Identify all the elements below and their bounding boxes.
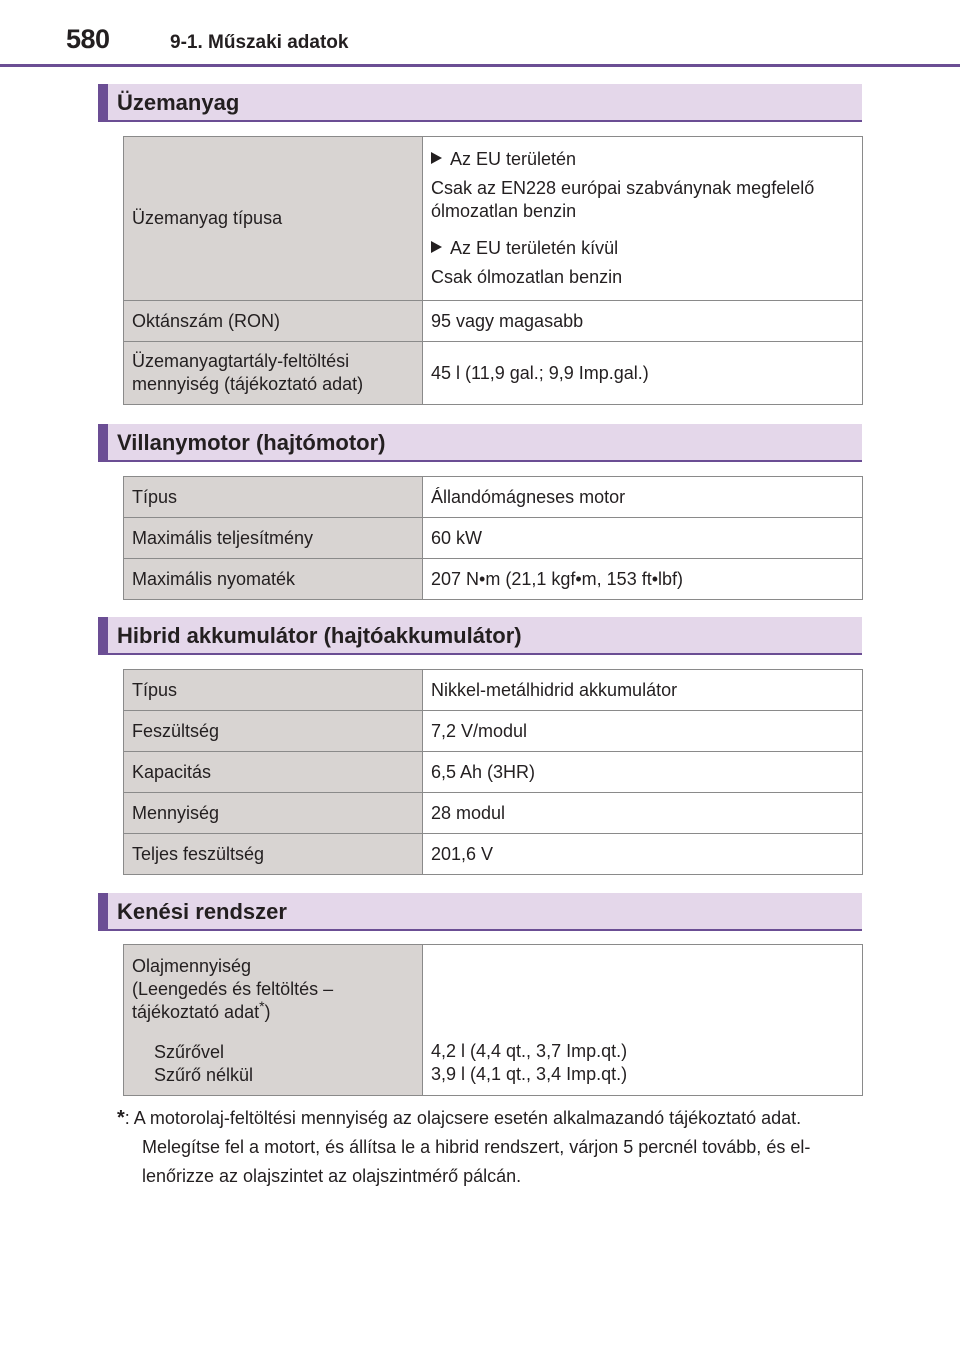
oil-capacity-note-line2: tájékoztató adat: [132, 1002, 260, 1022]
octane-label: Oktánszám (RON): [124, 301, 423, 342]
fuel-type-label: Üzemanyag típusa: [124, 137, 423, 301]
footnote-marker: *: [117, 1107, 125, 1129]
table-row: [124, 670, 863, 711]
motor-spec-table: [123, 476, 863, 600]
footnote: [117, 1104, 862, 1191]
page-number: 580: [66, 24, 110, 54]
table-row: [124, 518, 863, 559]
fuel-eu-heading: Az EU területén: [450, 149, 577, 169]
without-filter-value: 3,9 l (4,1 qt., 3,4 Imp.qt.): [431, 1064, 628, 1084]
voltage-value: 7,2 V/modul: [423, 711, 863, 752]
max-torque-label: Maximális nyomaték: [124, 559, 423, 600]
table-row: [124, 301, 863, 342]
triangle-bullet-icon: [431, 241, 442, 253]
section-title-fuel: Üzemanyag: [117, 90, 240, 115]
capacity-value: 6,5 Ah (3HR): [423, 752, 863, 793]
total-voltage-value: 201,6 V: [423, 834, 863, 875]
fuel-non-eu-heading: Az EU területén kívül: [450, 238, 619, 258]
total-voltage-label: Teljes feszültség: [124, 834, 423, 875]
table-row: [124, 342, 863, 405]
fuel-type-value: [423, 137, 863, 301]
table-row: [124, 834, 863, 875]
with-filter-label: Szűrővel: [154, 1042, 225, 1062]
lubrication-spec-table: [123, 944, 863, 1096]
capacity-label: Kapacitás: [124, 752, 423, 793]
table-row: [124, 752, 863, 793]
max-power-label: Maximális teljesítmény: [124, 518, 423, 559]
with-filter-value: 4,2 l (4,4 qt., 3,7 Imp.qt.): [431, 1041, 628, 1061]
header-divider: [0, 64, 960, 67]
table-row: [124, 945, 863, 1096]
motor-type-value: Állandómágneses motor: [423, 477, 863, 518]
voltage-label: Feszültség: [124, 711, 423, 752]
quantity-value: 28 modul: [423, 793, 863, 834]
tank-capacity-value: 45 l (11,9 gal.; 9,9 Imp.gal.): [423, 342, 863, 405]
footnote-line2: Melegítse fel a motort, és állítsa le a hibrid rendszert, várjon 5 percnél tovább, és el-: [142, 1137, 811, 1157]
section-heading-lubrication: [98, 893, 862, 931]
section-heading-fuel: [98, 84, 862, 122]
triangle-bullet-icon: [431, 152, 442, 164]
table-row: [124, 477, 863, 518]
section-title-motor: Villanymotor (hajtómotor): [117, 430, 386, 455]
motor-type-label: Típus: [124, 477, 423, 518]
quantity-label: Mennyiség: [124, 793, 423, 834]
section-title-battery: Hibrid akkumulátor (hajtóakkumulátor): [117, 623, 522, 648]
tank-capacity-label: Üzemanyagtartály-feltöltési mennyiség (tájékoztató adat): [124, 342, 423, 405]
table-row: [124, 559, 863, 600]
max-power-value: 60 kW: [423, 518, 863, 559]
oil-capacity-label: [124, 945, 423, 1096]
table-row: [124, 711, 863, 752]
battery-type-label: Típus: [124, 670, 423, 711]
page-header: [0, 0, 960, 68]
without-filter-label: Szűrő nélkül: [154, 1065, 254, 1085]
footnote-line1: : A motorolaj-feltöltési mennyiség az olajcsere esetén alkalmazandó tájékoztató adat.: [124, 1108, 802, 1128]
fuel-spec-table: [123, 136, 863, 405]
octane-value: 95 vagy magasabb: [423, 301, 863, 342]
chapter-title: 9-1. Műszaki adatok: [170, 32, 349, 53]
battery-type-value: Nikkel-metálhidrid akkumulátor: [423, 670, 863, 711]
fuel-non-eu-text: Csak ólmozatlan benzin: [431, 267, 623, 287]
oil-capacity-title: Olajmennyiség: [132, 956, 252, 976]
table-row: [124, 137, 863, 301]
battery-spec-table: [123, 669, 863, 875]
max-torque-value: 207 N•m (21,1 kgf•m, 153 ft•lbf): [423, 559, 863, 600]
section-title-lubrication: Kenési rendszer: [117, 899, 287, 924]
oil-capacity-value: [423, 945, 863, 1096]
section-heading-battery: [98, 617, 862, 655]
section-heading-motor: [98, 424, 862, 462]
oil-capacity-note-close: ): [264, 1002, 271, 1022]
footnote-asterisk: *: [259, 998, 265, 1014]
fuel-eu-text: Csak az EN228 európai szabványnak megfelelő ólmozatlan benzin: [431, 178, 815, 221]
footnote-line3: lenőrizze az olajszintet az olajszintmérő pálcán.: [142, 1166, 522, 1186]
oil-capacity-note-line1: (Leengedés és feltöltés –: [132, 979, 334, 999]
table-row: [124, 793, 863, 834]
